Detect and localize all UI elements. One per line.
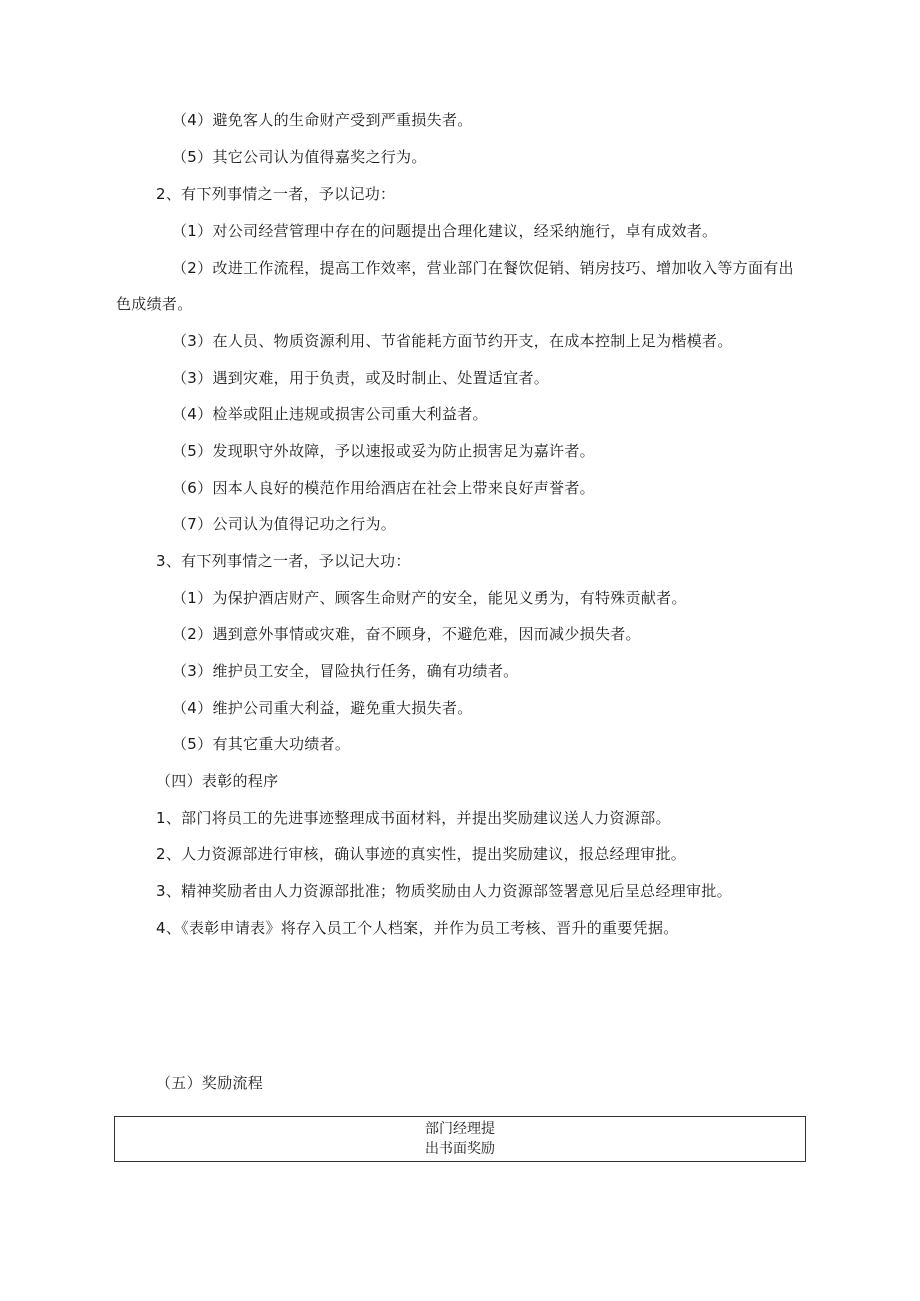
major-merit-item-4: （4）维护公司重大利益，避免重大损失者。 — [172, 699, 473, 717]
procedure-step-4: 4、《表彰申请表》将存入员工个人档案，并作为员工考核、晋升的重要凭据。 — [156, 919, 679, 937]
merit-item-7: （7）公司认为值得记功之行为。 — [172, 515, 397, 533]
flow-box-line-2: 出书面奖励 — [425, 1141, 495, 1157]
merit-item-1: （1）对公司经营管理中存在的问题提出合理化建议，经采纳施行，卓有成效者。 — [172, 222, 718, 240]
procedure-step-3: 3、精神奖励者由人力资源部批准；物质奖励由人力资源部签署意见后呈总经理审批。 — [156, 882, 732, 900]
major-merit-item-2: （2）遇到意外事情或灾难，奋不顾身，不避危难，因而减少损失者。 — [172, 625, 641, 643]
flow-chart-box — [114, 1116, 806, 1162]
merit-item-2-cont: 色成绩者。 — [116, 295, 193, 313]
flow-box-line-1: 部门经理提 — [425, 1121, 495, 1137]
major-merit-item-5: （5）有其它重大功绩者。 — [172, 735, 351, 753]
major-merit-heading: 3、有下列事情之一者，予以记大功： — [156, 552, 411, 570]
merit-item-2: （2）改进工作流程，提高工作效率，营业部门在餐饮促销、销房技巧、增加收入等方面有出 — [172, 259, 794, 277]
merit-item-4: （4）检举或阻止违规或损害公司重大利益者。 — [172, 405, 488, 423]
procedure-heading: （四）表彰的程序 — [156, 772, 279, 790]
procedure-step-1: 1、部门将员工的先进事迹整理成书面材料，并提出奖励建议送人力资源部。 — [156, 809, 671, 827]
flow-heading: （五）奖励流程 — [156, 1074, 264, 1092]
award-item-4: （4）避免客人的生命财产受到严重损失者。 — [172, 111, 473, 129]
major-merit-item-3: （3）维护员工安全，冒险执行任务，确有功绩者。 — [172, 662, 519, 680]
merit-item-3: （3）在人员、物质资源利用、节省能耗方面节约开支，在成本控制上足为楷模者。 — [172, 332, 733, 350]
merit-heading: 2、有下列事情之一者，予以记功： — [156, 185, 396, 203]
merit-item-3b: （3）遇到灾难，用于负责，或及时制止、处置适宜者。 — [172, 369, 550, 387]
award-item-5: （5）其它公司认为值得嘉奖之行为。 — [172, 148, 427, 166]
merit-item-6: （6）因本人良好的模范作用给酒店在社会上带来良好声誉者。 — [172, 479, 595, 497]
procedure-step-2: 2、人力资源部进行审核，确认事迹的真实性，提出奖励建议，报总经理审批。 — [156, 845, 687, 863]
merit-item-5: （5）发现职守外故障，予以速报或妥为防止损害足为嘉许者。 — [172, 442, 595, 460]
major-merit-item-1: （1）为保护酒店财产、顾客生命财产的安全，能见义勇为，有特殊贡献者。 — [172, 589, 687, 607]
